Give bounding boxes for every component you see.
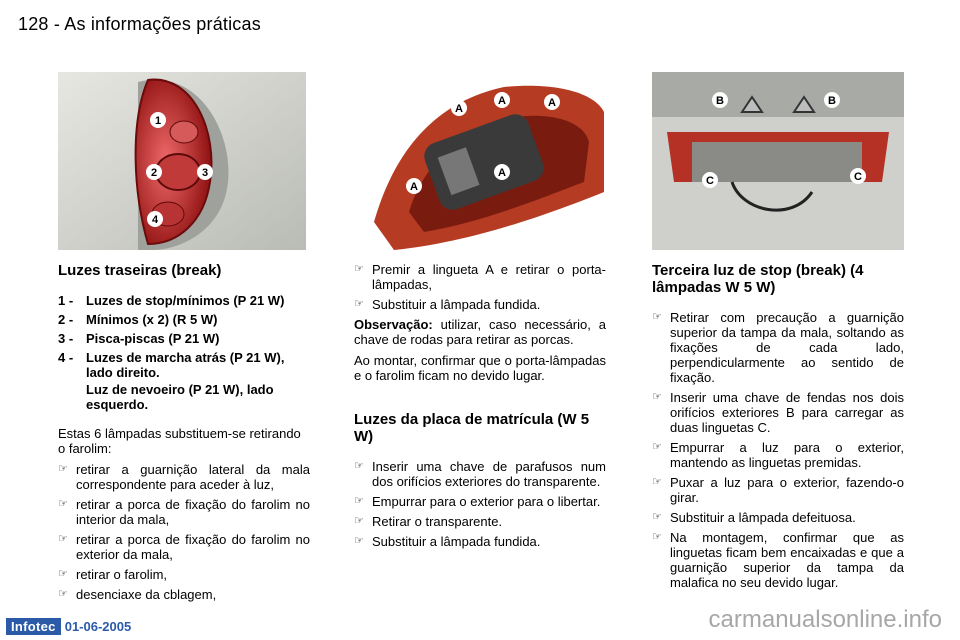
page-title: 128 - As informações práticas <box>18 14 261 34</box>
list-item <box>652 530 904 590</box>
item-extra-text: Luz de nevoeiro (P 21 W), lado esquerdo. <box>86 382 274 412</box>
list-item <box>354 534 606 549</box>
mounting-paragraph: Ao montar, confirmar que o porta-lâmpadas e o farolim ficam no devido lugar. <box>354 353 606 383</box>
list-item <box>652 310 904 385</box>
list-item <box>652 510 904 525</box>
item-text: Luzes de marcha atrás (P 21 W), lado direito. <box>86 350 285 380</box>
section-heading: Luzes da placa de matrícula (W 5 W) <box>354 411 590 445</box>
step-text: Retirar com precaução a guarnição superior da tampa da mala, soltando as fixações de cada lado, perpendicularmente ao sentido de fixação. <box>670 310 904 385</box>
callout-a4: A <box>410 181 418 193</box>
step-text: desenciaxe da cblagem, <box>76 587 217 602</box>
callout-a2: A <box>498 95 506 107</box>
tail-light-photo <box>58 72 306 250</box>
bulb-list <box>58 293 310 412</box>
list-item <box>58 331 310 346</box>
list-item <box>58 587 310 602</box>
list-item <box>58 312 310 327</box>
list-item <box>58 350 310 412</box>
item-text: Luzes de stop/mínimos (P 21 W) <box>86 293 285 308</box>
step-text: Empurrar para o exterior para o libertar. <box>372 494 601 509</box>
item-text: Mínimos (x 2) (R 5 W) <box>86 312 218 327</box>
callout-c1: C <box>706 175 714 187</box>
callout-b2: B <box>828 95 836 107</box>
step-text: Inserir uma chave de fendas nos dois orifícios exteriores B para carregar as duas linguetas C. <box>670 390 904 435</box>
pointing-hand-icon: ☞ <box>652 476 662 488</box>
note-label: Observação: <box>354 317 433 332</box>
callout-a1: A <box>455 103 463 115</box>
list-item <box>652 475 904 505</box>
pointing-hand-icon: ☞ <box>354 460 364 472</box>
step-list <box>58 462 310 602</box>
item-number: 1 - <box>58 293 74 308</box>
column-third-stop-light <box>652 262 904 595</box>
step-text: Substituir a lâmpada defeituosa. <box>670 510 856 525</box>
pointing-hand-icon: ☞ <box>58 533 68 545</box>
step-text: Na montagem, confirmar que as linguetas ficam bem encaixadas e que a guarnição superior da tampa da malafica no seu devido lugar. <box>670 530 904 590</box>
step-text: Retirar o transparente. <box>372 514 503 529</box>
pointing-hand-icon: ☞ <box>58 588 68 600</box>
pointing-hand-icon: ☞ <box>354 535 364 547</box>
pointing-hand-icon: ☞ <box>652 311 662 323</box>
step-text: Inserir uma chave de parafusos num dos orifícios exteriores do transparente. <box>372 459 606 489</box>
list-item <box>58 462 310 492</box>
section-heading: Luzes traseiras (break) <box>58 262 222 279</box>
pointing-hand-icon: ☞ <box>58 463 68 475</box>
callout-2: 2 <box>150 167 158 179</box>
step-text: Puxar a luz para o exterior, fazendo-o girar. <box>670 475 904 505</box>
step-text: retirar o farolim, <box>76 567 168 582</box>
pointing-hand-icon: ☞ <box>354 298 364 310</box>
list-item <box>58 567 310 582</box>
list-item <box>58 532 310 562</box>
footer-date: 01-06-2005 <box>64 619 132 634</box>
step-list <box>354 262 606 312</box>
step-text: Premir a lingueta A e retirar o porta-lâmpadas, <box>372 262 606 292</box>
list-item <box>354 494 606 509</box>
step-text: Substituir a lâmpada fundida. <box>372 534 541 549</box>
item-text: Pisca-piscas (P 21 W) <box>86 331 220 346</box>
list-item <box>354 262 606 292</box>
step-text: retirar a porca de fixação do farolim no interior da mala, <box>76 497 310 527</box>
infotec-logo: Infotec <box>6 618 61 635</box>
pointing-hand-icon: ☞ <box>354 515 364 527</box>
lamp-holder-photo <box>354 72 606 250</box>
pointing-hand-icon: ☞ <box>58 498 68 510</box>
third-stop-light-photo <box>652 72 904 250</box>
column-lamp-replacement <box>354 262 606 554</box>
watermark: carmanualsonline.info <box>708 606 942 633</box>
footer <box>6 618 131 635</box>
note-text: utilizar, caso necessário, a chave de rodas para retirar as porcas. <box>354 317 606 347</box>
section-heading: Terceira luz de stop (break) (4 lâmpadas W 5 W) <box>652 262 864 296</box>
pointing-hand-icon: ☞ <box>652 531 662 543</box>
pointing-hand-icon: ☞ <box>58 568 68 580</box>
list-item <box>652 390 904 435</box>
callout-1: 1 <box>154 115 162 127</box>
pointing-hand-icon: ☞ <box>652 441 662 453</box>
item-number: 2 - <box>58 312 74 327</box>
item-number: 3 - <box>58 331 74 346</box>
pointing-hand-icon: ☞ <box>652 391 662 403</box>
pointing-hand-icon: ☞ <box>354 263 364 275</box>
step-list <box>652 310 904 590</box>
callout-a3: A <box>548 97 556 109</box>
list-item <box>58 293 310 308</box>
step-text: retirar a guarnição lateral da mala correspondente para aceder à luz, <box>76 462 310 492</box>
list-item <box>354 459 606 489</box>
item-number: 4 - <box>58 350 74 365</box>
callout-4: 4 <box>151 214 159 226</box>
list-item <box>354 297 606 312</box>
pointing-hand-icon: ☞ <box>354 495 364 507</box>
column-rear-lights <box>58 262 310 607</box>
callout-c2: C <box>854 171 862 183</box>
note-paragraph <box>354 317 606 347</box>
intro-paragraph: Estas 6 lâmpadas substituem-se retirando o farolim: <box>58 426 301 456</box>
callout-b1: B <box>716 95 724 107</box>
step-list <box>354 459 606 549</box>
step-text: retirar a porca de fixação do farolim no exterior da mala, <box>76 532 310 562</box>
step-text: Substituir a lâmpada fundida. <box>372 297 541 312</box>
list-item <box>354 514 606 529</box>
callout-3: 3 <box>201 167 209 179</box>
list-item <box>58 497 310 527</box>
callout-a5: A <box>498 167 506 179</box>
step-text: Empurrar a luz para o exterior, mantendo as linguetas premidas. <box>670 440 904 470</box>
pointing-hand-icon: ☞ <box>652 511 662 523</box>
list-item <box>652 440 904 470</box>
